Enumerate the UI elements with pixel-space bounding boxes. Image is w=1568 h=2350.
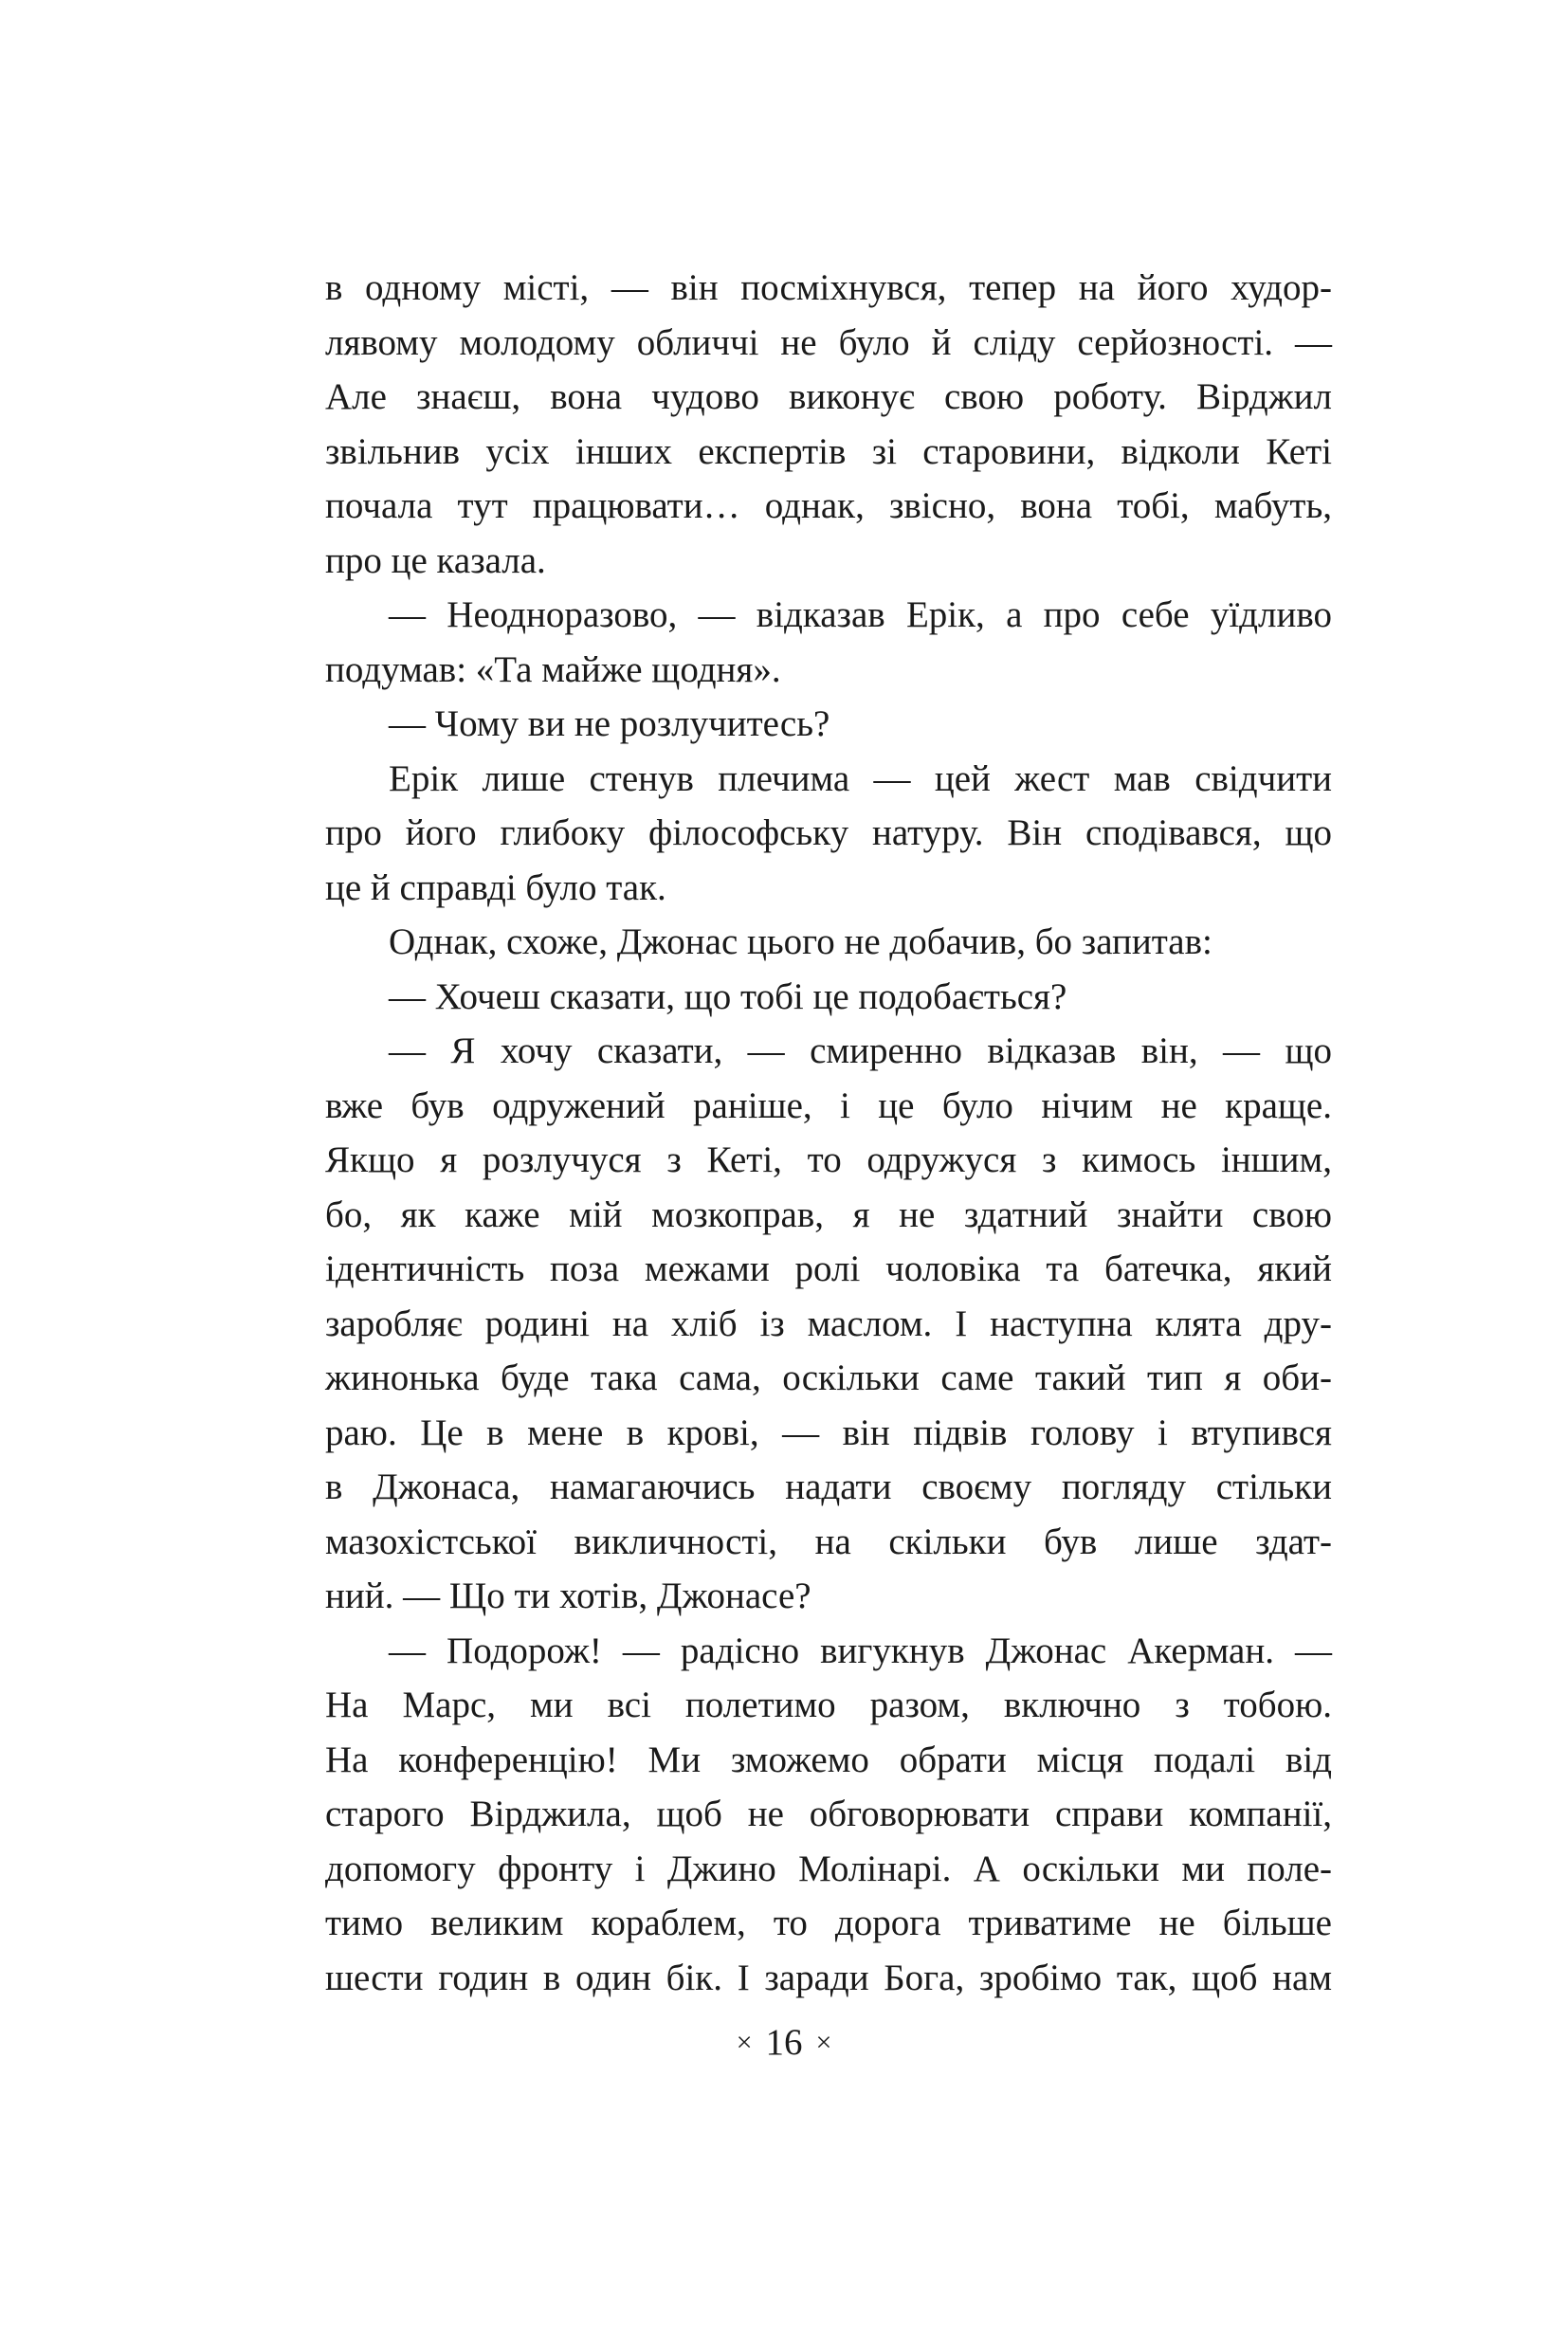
text-line: На конференцію! Ми зможемо обрати місця подалі від (325, 1739, 1332, 1780)
body-text (325, 261, 1332, 2005)
text-line: Однак, схоже, Джонас цього не добачив, бо запитав: (389, 921, 1212, 962)
text-line: — Я хочу сказати, — смиренно відказав він, — що (389, 1030, 1332, 1071)
text-line: ний. — Що ти хотів, Джонасе? (325, 1576, 811, 1616)
text-line: мазохістської викличності, на скільки був лише здат- (325, 1521, 1332, 1562)
text-line: ідентичність поза межами ролі чоловіка та батечка, який (325, 1248, 1332, 1289)
text-line: — Подорож! — радісно вигукнув Джонас Акерман. — (389, 1630, 1332, 1671)
page-number-right-mark: × (815, 2027, 832, 2058)
text-line: лявому молодому обличчі не було й сліду серйозності. — (325, 321, 1332, 363)
text-line: — Неодноразово, — відказав Ерік, а про себе уїдливо (389, 594, 1332, 635)
text-line: — Хочеш сказати, що тобі це подобається? (389, 975, 1067, 1017)
text-line: Ерік лише стенув плечима — цей жест мав свідчити (389, 757, 1332, 799)
text-line: — Чому ви не розлучитесь? (389, 703, 830, 744)
text-line: тимо великим кораблем, то дорога триватиме не більше (325, 1903, 1332, 1943)
text-line: раю. Це в мене в крові, — він підвів голову і втупився (325, 1412, 1332, 1453)
text-line: це й справді було так. (325, 866, 666, 908)
text-line: Але знаєш, вона чудово виконує свою роботу. Вірджил (325, 376, 1332, 417)
text-line: заробляє родині на хліб із маслом. І наступна клята дру- (325, 1303, 1332, 1344)
text-line: Якщо я розлучуся з Кеті, то одружуся з кимось іншим, (325, 1139, 1332, 1180)
text-line: в Джонаса, намагаючись надати своєму погляду стільки (325, 1466, 1332, 1507)
page-number (0, 2019, 1568, 2069)
text-line: жинонька буде така сама, оскільки саме такий тип я оби- (325, 1357, 1332, 1398)
page-number-value: 16 (765, 2022, 803, 2063)
page-number-left-mark: × (736, 2027, 753, 2058)
text-line: вже був одружений раніше, і це було нічим не краще. (325, 1084, 1332, 1126)
text-line: бо, як каже мій мозкоправ, я не здатний знайти свою (325, 1193, 1332, 1235)
text-line: почала тут працювати… однак, звісно, вона тобі, мабуть, (325, 485, 1332, 526)
text-line: звільнив усіх інших експертів зі старовини, відколи Кеті (325, 430, 1332, 472)
text-line: На Марс, ми всі полетимо разом, включно з тобою. (325, 1685, 1332, 1725)
text-line: про це казала. (325, 539, 546, 581)
text-line: про його глибоку філософську натуру. Він сподівався, що (325, 812, 1332, 853)
text-line: шести годин в один бік. І заради Бога, зробімо так, щоб нам (325, 1957, 1332, 1998)
text-line: старого Вірджила, щоб не обговорювати справи компанії, (325, 1794, 1332, 1834)
text-line: в одному місті, — він посміхнувся, тепер на його худор- (325, 267, 1332, 308)
text-line: допомогу фронту і Джино Молінарі. А оскільки ми поле- (325, 1848, 1332, 1889)
text-line: подумав: «Та майже щодня». (325, 648, 781, 690)
